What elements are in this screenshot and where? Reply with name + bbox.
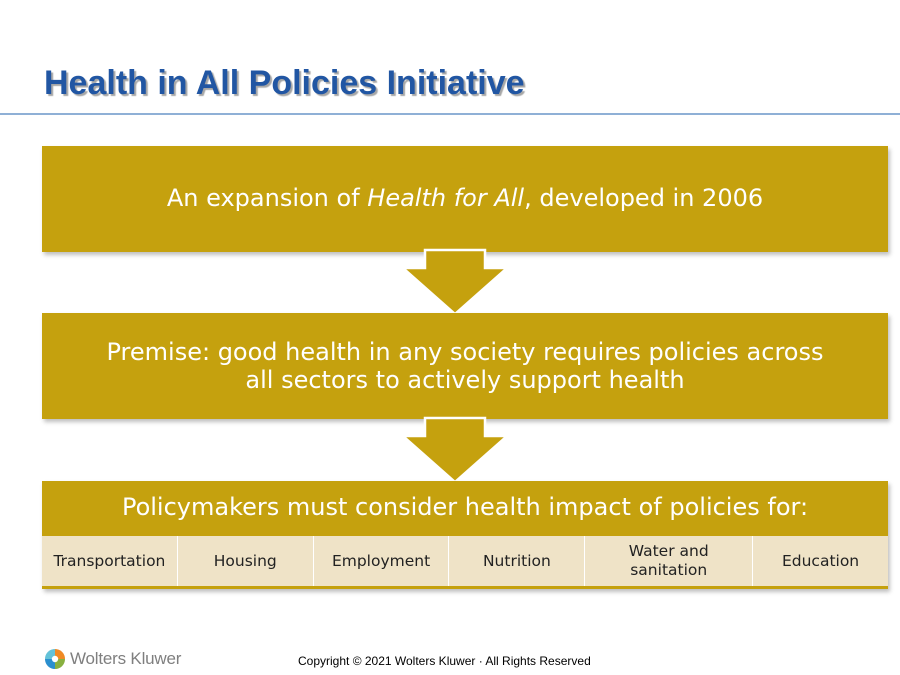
step-text-policymakers: Policymakers must consider health impact of policies for: — [121, 493, 809, 521]
logo-mark-icon — [44, 648, 66, 670]
sector-employment: Employment — [314, 536, 450, 586]
step-box-premise — [42, 313, 888, 419]
slide-title: Health in All Policies Initiative — [44, 64, 525, 102]
step-text-premise-line2: all sectors to actively support health — [245, 366, 685, 394]
sector-transportation: Transportation — [42, 536, 178, 586]
step-text-premise-line1: Premise: good health in any society requires policies across — [106, 338, 824, 366]
step-text-expansion-post: , developed in 2006 — [524, 184, 764, 212]
step-text-expansion-pre: An expansion of — [166, 184, 368, 212]
sector-row — [42, 536, 888, 586]
sector-nutrition: Nutrition — [449, 536, 585, 586]
sector-education: Education — [753, 536, 888, 586]
health-for-all-italic: Health for All — [367, 184, 525, 212]
down-arrow-1-shape — [403, 250, 507, 314]
down-arrow-1 — [0, 248, 900, 320]
down-arrow-2-shape — [403, 418, 507, 482]
logo-text: Wolters Kluwer — [70, 649, 182, 668]
step-box-expansion — [42, 146, 888, 252]
down-arrow-2 — [0, 416, 900, 488]
wolters-kluwer-logo — [44, 648, 181, 670]
title-divider — [0, 113, 900, 115]
step-text-expansion — [42, 184, 888, 212]
sector-housing: Housing — [178, 536, 314, 586]
sector-water-sanitation: Water and sanitation — [585, 536, 753, 586]
copyright-notice: Copyright © 2021 Wolters Kluwer · All Rights Reserved — [298, 654, 591, 668]
step-text-premise — [42, 338, 888, 394]
